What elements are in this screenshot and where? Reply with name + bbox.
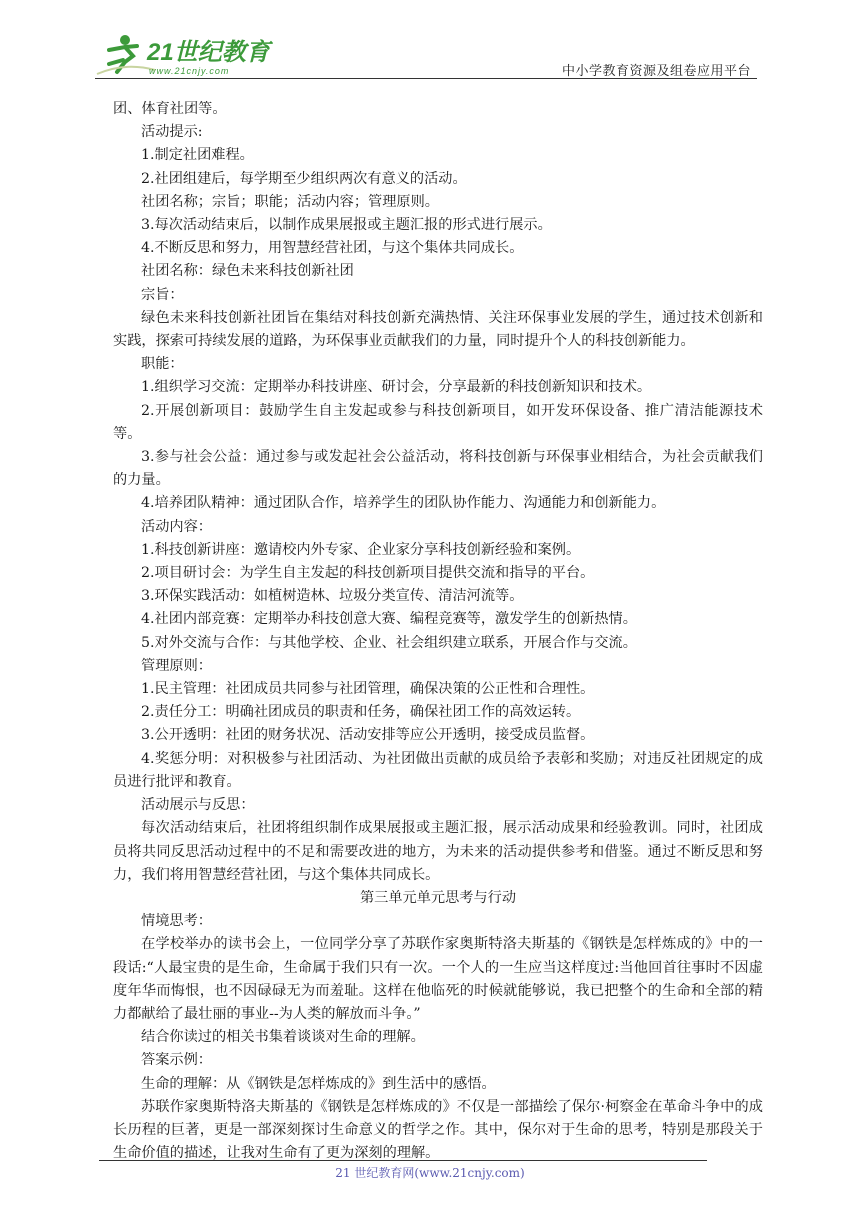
paragraph: 绿色未来科技创新社团旨在集结对科技创新充满热情、关注环保事业发展的学生，通过技术创新和实践，探索可持续发展的道路，为环保事业贡献我们的力量，同时提升个人的科技创新能力。	[113, 309, 763, 350]
paragraph: 情境思考：	[141, 913, 212, 930]
logo-url: www.21cnjy.com	[149, 66, 230, 76]
paragraph: 3.每次活动结束后，以制作成果展报或主题汇报的形式进行展示。	[141, 217, 552, 234]
paragraph: 每次活动结束后，社团将组织制作成果展报或主题汇报，展示活动成果和经验教训。同时，社团成员将共同反思活动过程中的不足和需要改进的地方，为未来的活动提供参考和借鉴。通过不断反思和努力，我们将用智慧经营社团，与这个集体共同成长。	[113, 820, 763, 883]
paragraph: 2.项目研讨会：为学生自主发起的科技创新项目提供交流和指导的平台。	[141, 565, 595, 582]
footer-link[interactable]: 21 世纪教育网(www.21cnjy.com)	[335, 1166, 525, 1180]
footer-divider	[99, 1160, 707, 1161]
paragraph: 活动提示:	[141, 124, 203, 141]
paragraph: 职能：	[141, 356, 184, 373]
paragraph: 苏联作家奥斯特洛夫斯基的《钢铁是怎样炼成的》不仅是一部描绘了保尔·柯察金在革命斗争中的成长历程的巨著，更是一部深刻探讨生命意义的哲学之作。其中，保尔对于生命的思考，特别是那段关于生命价值的描述，让我对生命有了更为深刻的理解。	[113, 1098, 763, 1162]
document-body	[113, 98, 763, 1165]
paragraph: 1.民主管理：社团成员共同参与社团管理，确保决策的公正性和合理性。	[141, 681, 595, 698]
paragraph: 3.环保实践活动：如植树造林、垃圾分类宣传、清洁河流等。	[141, 588, 524, 605]
paragraph: 1.科技创新讲座：邀请校内外专家、企业家分享科技创新经验和案例。	[141, 541, 581, 558]
paragraph: 2.社团组建后，每学期至少组织两次有意义的活动。	[141, 170, 467, 187]
paragraph: 1.制定社团难程。	[141, 147, 254, 164]
paragraph: 2.责任分工：明确社团成员的职责和任务，确保社团工作的高效运转。	[141, 704, 581, 721]
paragraph: 团、体育社团等。	[113, 101, 227, 117]
paragraph: 4.奖惩分明：对积极参与社团活动、为社团做出贡献的成员给予表彰和奖励；对违反社团规定的成员进行批评和教育。	[113, 750, 763, 790]
paragraph: 2.开展创新项目：鼓励学生自主发起或参与科技创新项目，如开发环保设备、推广清洁能源技术等。	[113, 402, 763, 442]
paragraph: 社团名称：绿色未来科技创新社团	[141, 263, 354, 280]
paragraph: 在学校举办的读书会上，一位同学分享了苏联作家奥斯特洛夫斯基的《钢铁是怎样炼成的》中的一段话:“人最宝贵的是生命，生命属于我们只有一次。一个人的一生应当这样度过:当他回首往事时不因虚度年华而悔恨，也不因碌碌无为而羞耻。这样在他临死的时候就能够说，我已把整个的生命和全部的精力都献给了最壮丽的事业--为人类的解放而斗争。”	[113, 936, 763, 1022]
paragraph: 管理原则：	[141, 657, 212, 674]
paragraph: 活动内容：	[141, 518, 212, 535]
paragraph: 社团名称；宗旨；职能；活动内容；管理原则。	[141, 193, 439, 210]
paragraph: 4.不断反思和努力，用智慧经营社团，与这个集体共同成长。	[141, 240, 524, 257]
page-header	[95, 28, 757, 80]
paragraph: 4.社团内部竞赛：定期举办科技创意大赛、编程竞赛等，激发学生的创新热情。	[141, 611, 637, 628]
paragraph: 答案示例：	[141, 1052, 212, 1069]
section-heading: 第三单元单元思考与行动	[359, 889, 517, 906]
paragraph: 1.组织学习交流：定期举办科技讲座、研讨会，分享最新的科技创新知识和技术。	[141, 379, 652, 396]
header-divider	[95, 78, 757, 79]
paragraph: 4.培养团队精神：通过团队合作，培养学生的团队协作能力、沟通能力和创新能力。	[141, 495, 666, 512]
paragraph: 生命的理解：从《钢铁是怎样炼成的》到生活中的感悟。	[141, 1075, 496, 1092]
site-logo	[95, 32, 295, 78]
paragraph: 5.对外交流与合作：与其他学校、企业、社会组织建立联系，开展合作与交流。	[141, 634, 637, 651]
platform-name: 中小学教育资源及组卷应用平台	[561, 64, 751, 79]
paragraph: 3.参与社会公益：通过参与或发起社会公益活动，将科技创新与环保事业相结合，为社会贡献我们的力量。	[113, 449, 763, 489]
paragraph: 结合你读过的相关书集着谈谈对生命的理解。	[141, 1029, 425, 1046]
paragraph: 3.公开透明：社团的财务状况、活动安排等应公开透明，接受成员监督。	[141, 727, 595, 744]
paragraph: 宗旨：	[141, 286, 184, 303]
paragraph: 活动展示与反思：	[141, 797, 255, 814]
logo-text: 21世纪教育	[147, 39, 270, 66]
